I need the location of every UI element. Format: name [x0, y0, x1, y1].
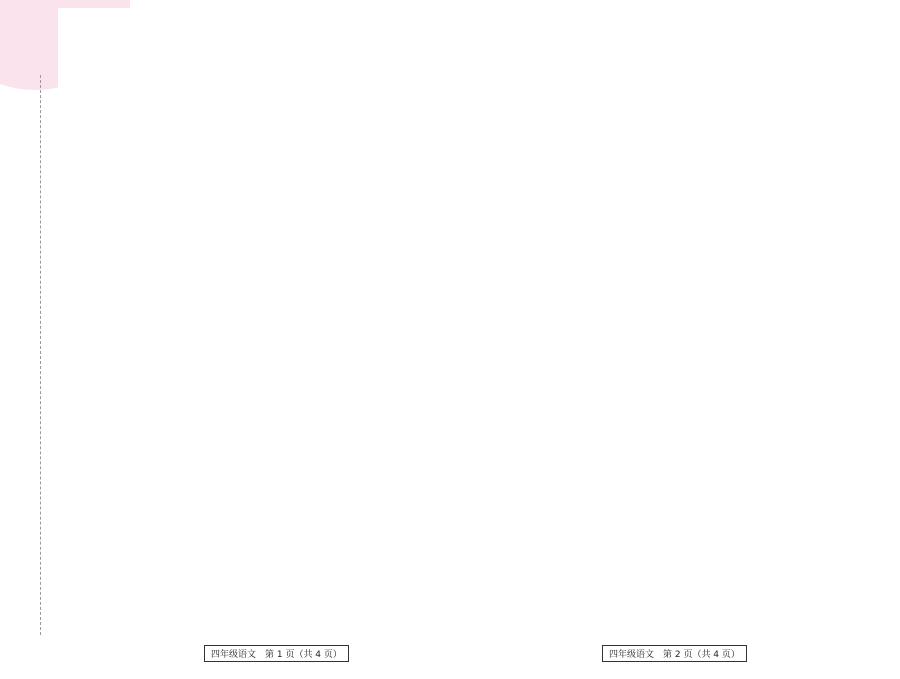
left-page-footer: 四年级语文 第 1 页（共 4 页）	[204, 645, 349, 662]
right-page-content	[478, 8, 890, 638]
right-page-column	[478, 8, 890, 668]
right-page-footer: 四年级语文 第 2 页（共 4 页）	[602, 645, 747, 662]
binding-line	[40, 75, 41, 635]
left-page-content	[58, 8, 470, 638]
left-page-column	[58, 8, 470, 668]
